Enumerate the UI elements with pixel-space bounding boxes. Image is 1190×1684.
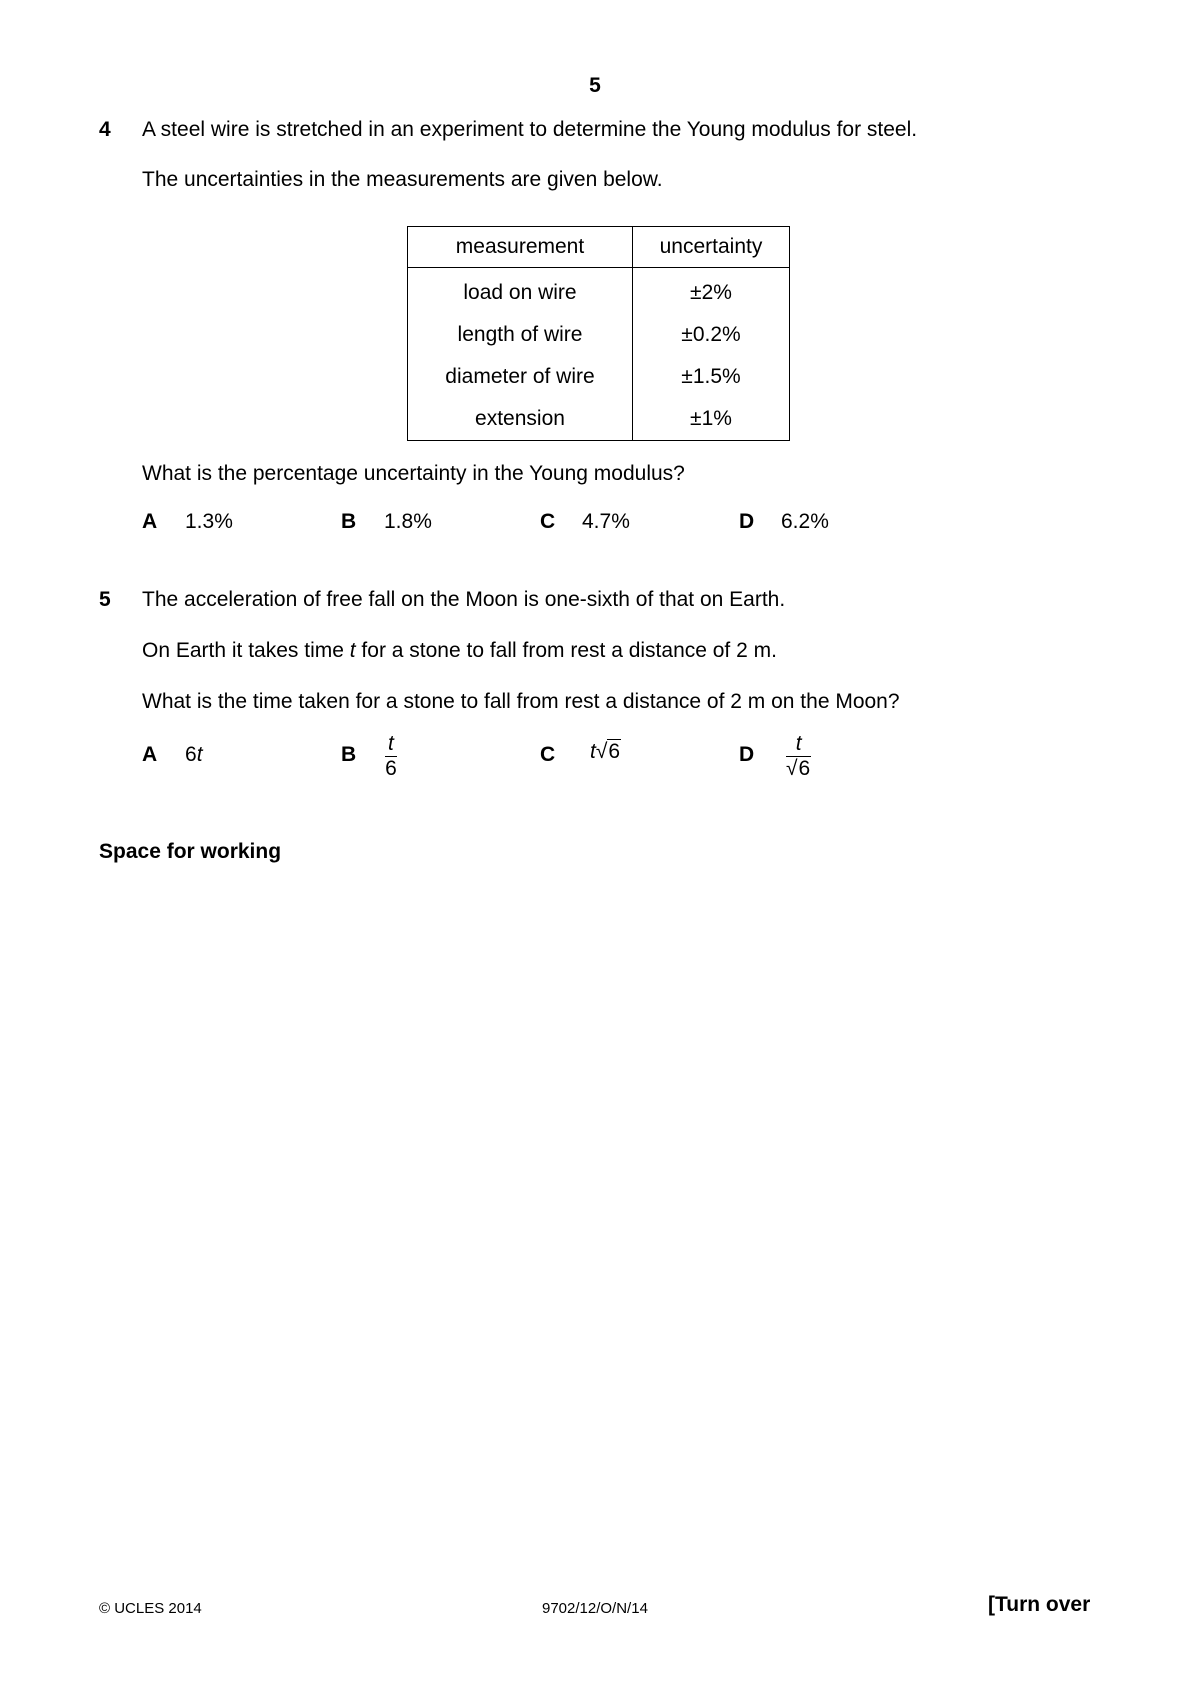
space-for-working-label: Space for working	[99, 840, 282, 863]
option-d-fraction	[786, 733, 811, 780]
question-5-stem: The acceleration of free fall on the Moon is one-sixth of that on Earth.	[142, 588, 786, 611]
question-4-prompt: What is the percentage uncertainty in the Young modulus?	[142, 462, 685, 485]
question-4-intro: The uncertainties in the measurements are given below.	[142, 168, 663, 191]
table-cell-measurement: extension	[408, 398, 633, 441]
question-5-number: 5	[99, 588, 111, 611]
option-d-radicand: 6	[798, 757, 811, 781]
table-header-row	[408, 227, 790, 268]
option-b-letter: B	[341, 743, 357, 766]
question-4-stem: A steel wire is stretched in an experiment to determine the Young modulus for steel.	[142, 118, 918, 141]
option-a-expression	[185, 743, 203, 767]
footer-paper-code: 9702/12/O/N/14	[542, 1600, 648, 1617]
option-b-fraction	[385, 733, 397, 780]
option-c-root	[596, 740, 621, 764]
option-a-coefficient: 6	[185, 743, 197, 766]
option-a-value: 1.3%	[185, 510, 233, 533]
option-c-letter: C	[540, 743, 556, 766]
option-c-expression	[590, 740, 621, 764]
question-5-prompt: What is the time taken for a stone to fall from rest a distance of 2 m on the Moon?	[142, 690, 900, 713]
option-a-variable: t	[196, 743, 203, 766]
option-a-letter: A	[142, 510, 158, 533]
option-b-numerator: t	[385, 733, 397, 757]
table-cell-uncertainty: ±0.2%	[633, 314, 790, 356]
root-sign-icon: √	[595, 740, 608, 763]
option-c-variable: t	[590, 740, 596, 763]
table-cell-uncertainty: ±1%	[633, 398, 790, 441]
uncertainty-table	[407, 226, 790, 441]
page-number: 5	[589, 74, 601, 97]
table-cell-measurement: length of wire	[408, 314, 633, 356]
footer-copyright: © UCLES 2014	[99, 1600, 202, 1617]
table-header-uncertainty: uncertainty	[633, 227, 790, 268]
question-5-earth-statement	[142, 639, 777, 663]
option-d-numerator: t	[786, 733, 811, 757]
table-row	[408, 356, 790, 398]
earth-statement-pre: On Earth it takes time	[142, 639, 350, 662]
option-b-value: 1.8%	[384, 510, 432, 533]
option-c-letter: C	[540, 510, 556, 533]
footer-turn-over: [Turn over	[988, 1593, 1091, 1616]
table-row	[408, 268, 790, 315]
earth-statement-post: for a stone to fall from rest a distance of 2 m.	[355, 639, 777, 662]
root-sign-icon: √	[786, 757, 798, 781]
option-d-denominator	[786, 757, 811, 780]
question-4-number: 4	[99, 118, 111, 141]
option-d-letter: D	[739, 510, 755, 533]
variable-t: t	[349, 639, 356, 662]
option-d-value: 6.2%	[781, 510, 829, 533]
option-c-value: 4.7%	[582, 510, 630, 533]
option-b-expression	[385, 733, 397, 780]
table-cell-measurement: diameter of wire	[408, 356, 633, 398]
option-d-expression	[786, 733, 811, 780]
option-b-letter: B	[341, 510, 357, 533]
table-row	[408, 314, 790, 356]
option-c-radicand: 6	[608, 740, 621, 763]
option-a-letter: A	[142, 743, 158, 766]
table-row	[408, 398, 790, 441]
table-cell-measurement: load on wire	[408, 268, 633, 315]
table-cell-uncertainty: ±1.5%	[633, 356, 790, 398]
table-header-measurement: measurement	[408, 227, 633, 268]
option-b-denominator: 6	[385, 757, 397, 781]
table-cell-uncertainty: ±2%	[633, 268, 790, 315]
option-d-letter: D	[739, 743, 755, 766]
